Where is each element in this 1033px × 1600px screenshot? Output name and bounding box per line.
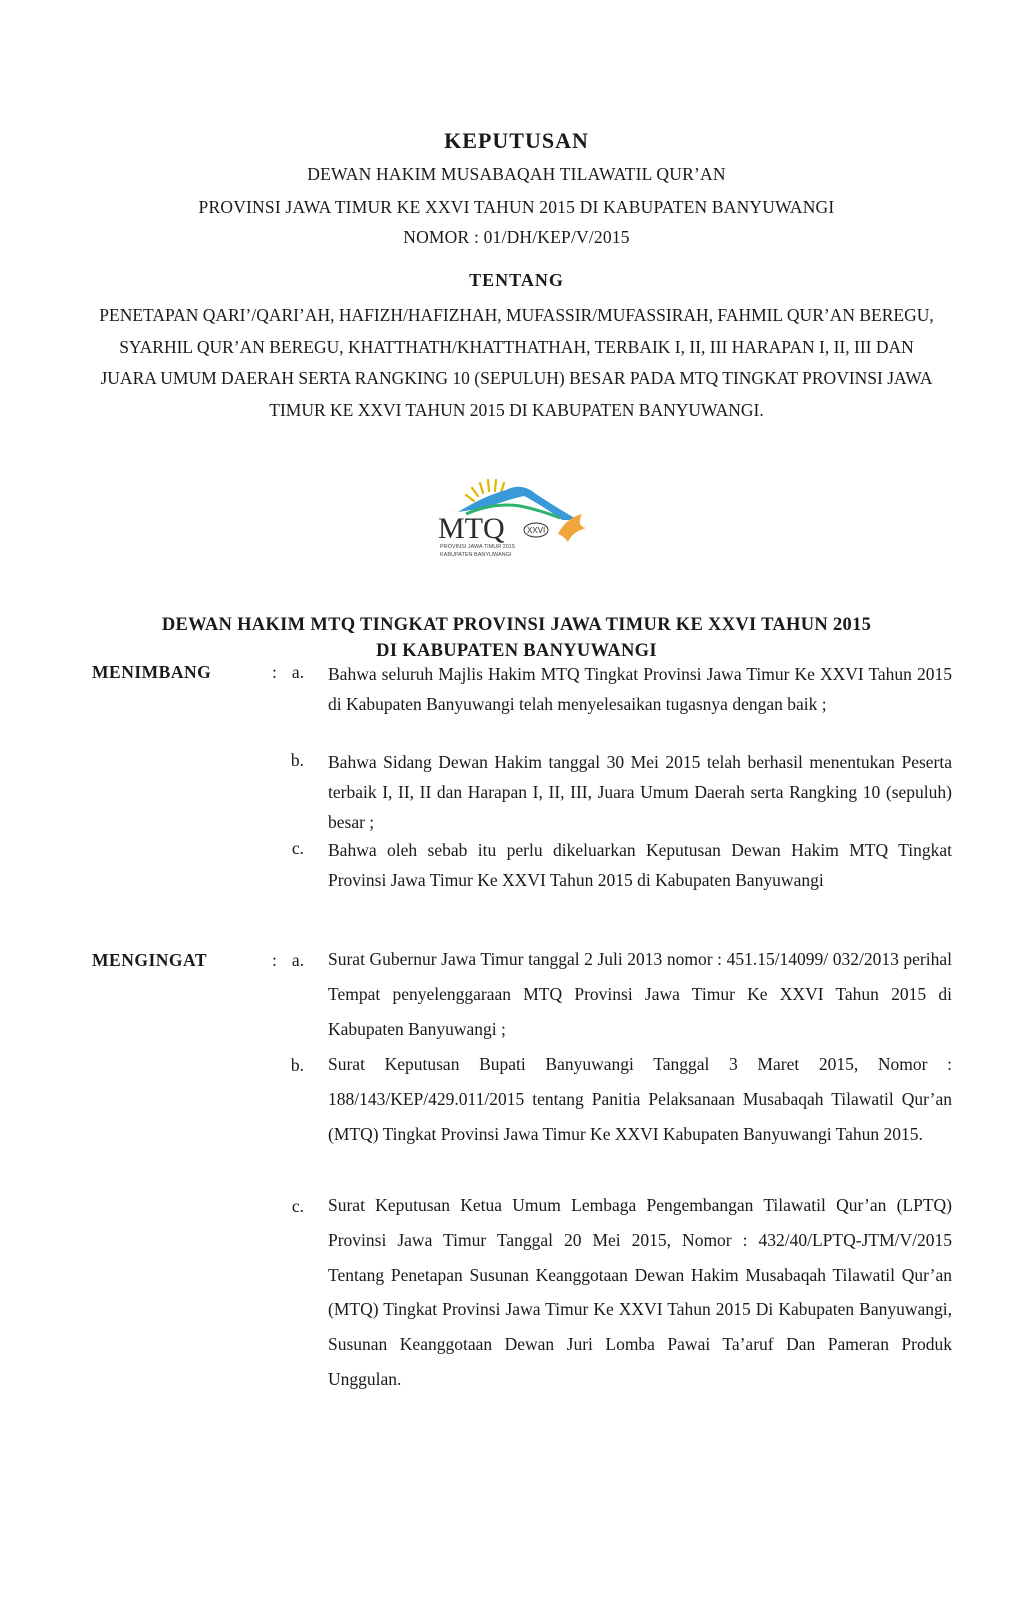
mengingat-item-a: Surat Gubernur Jawa Timur tanggal 2 Juli 2013 nomor : 451.15/14099/ 032/2013 perihal Tempat penyelenggaraan MTQ Provinsi Jawa Timur Ke XXVI Tahun 2015 di Kabupaten Banyuwangi ; <box>328 949 952 1039</box>
subject-text: PENETAPAN QARI’/QARI’AH, HAFIZH/HAFIZHAH, MUFASSIR/MUFASSIRAH, FAHMIL QUR’AN BEREGU, SYARHIL QUR’AN BEREGU, KHATTHATH/KHATTHATHAH, TERBAIK I, II, III HARAPAN I, II, III DAN JUARA UMUM DAERAH SERTA RANGKING 10 (SEPULUH) BESAR PADA MTQ TINGKAT PROVINSI JAWA TIMUR KE XXVI TAHUN 2015 DI KABUPATEN BANYUWANGI. <box>99 305 934 420</box>
document-number: NOMOR : 01/DH/KEP/V/2015 <box>403 227 630 247</box>
logo-numeral-text: XXVI <box>527 526 546 535</box>
logo-caption-2: KABUPATEN BANYUWANGI <box>440 552 512 558</box>
mtq-logo <box>436 468 596 564</box>
menimbang-a-letter: a. <box>291 662 304 682</box>
issuer-block <box>80 612 953 664</box>
header-line-1: DEWAN HAKIM MUSABAQAH TILAWATIL QUR’AN <box>307 164 726 184</box>
mengingat-colon: : <box>272 950 277 970</box>
issuer-line-2: DI KABUPATEN BANYUWANGI <box>376 641 657 661</box>
document-title: KEPUTUSAN <box>444 128 589 153</box>
mengingat-item-b: Surat Keputusan Bupati Banyuwangi Tanggal 3 Maret 2015, Nomor : 188/143/KEP/429.011/2015 tentang Panitia Pelaksanaan Musabaqah Tilawatil Qur’an (MTQ) Tingkat Provinsi Jawa Timur Ke XXVI Kabupaten Banyuwangi Tahun 2015. <box>328 1054 952 1144</box>
menimbang-item-a: Bahwa seluruh Majlis Hakim MTQ Tingkat Provinsi Jawa Timur Ke XXVI Tahun 2015 di Kabupaten Banyuwangi telah menyelesaikan tugasnya dengan baik ; <box>328 664 952 714</box>
mengingat-a-letter: a. <box>291 950 304 970</box>
menimbang-c-letter: c. <box>291 838 304 858</box>
menimbang-colon: : <box>272 662 277 682</box>
issuer-line-1: DEWAN HAKIM MTQ TINGKAT PROVINSI JAWA TIMUR KE XXVI TAHUN 2015 <box>161 615 872 635</box>
mengingat-item-c: Surat Keputusan Ketua Umum Lembaga Pengembangan Tilawatil Qur’an (LPTQ) Provinsi Jawa Timur Tanggal 20 Mei 2015, Nomor : 432/40/LPTQ-JTM/V/2015 Tentang Penetapan Susunan Keanggotaan Dewan Hakim Musabaqah Tilawatil Qur’an (MTQ) Tingkat Provinsi Jawa Timur Ke XXVI Tahun 2015 Di Kabupaten Banyuwangi, Susunan Keanggotaan Dewan Juri Lomba Pawai Ta’aruf Dan Pameran Produk Unggulan. <box>328 1195 952 1389</box>
subject-heading: TENTANG <box>469 270 564 290</box>
menimbang-item-c: Bahwa oleh sebab itu perlu dikeluarkan Keputusan Dewan Hakim MTQ Tingkat Provinsi Jawa Timur Ke XXVI Tahun 2015 di Kabupaten Banyuwangi <box>328 840 952 890</box>
mengingat-b-letter: b. <box>290 1055 304 1075</box>
menimbang-b-letter: b. <box>290 750 304 770</box>
logo-caption-1: PROVINSI JAWA TIMUR 2015 <box>440 544 515 550</box>
mengingat-c-letter: c. <box>291 1196 304 1216</box>
mengingat-label: MENGINGAT <box>92 950 208 970</box>
menimbang-item-b: Bahwa Sidang Dewan Hakim tanggal 30 Mei 2015 telah berhasil menentukan Peserta terbaik I, II, II dan Harapan I, II, III, Juara Umum Daerah serta Rangking 10 (sepuluh) besar ; <box>328 752 952 832</box>
header-line-2: PROVINSI JAWA TIMUR KE XXVI TAHUN 2015 DI KABUPATEN BANYUWANGI <box>198 197 835 217</box>
logo-mtq-text: MTQ <box>438 512 505 545</box>
menimbang-label: MENIMBANG <box>92 662 212 682</box>
